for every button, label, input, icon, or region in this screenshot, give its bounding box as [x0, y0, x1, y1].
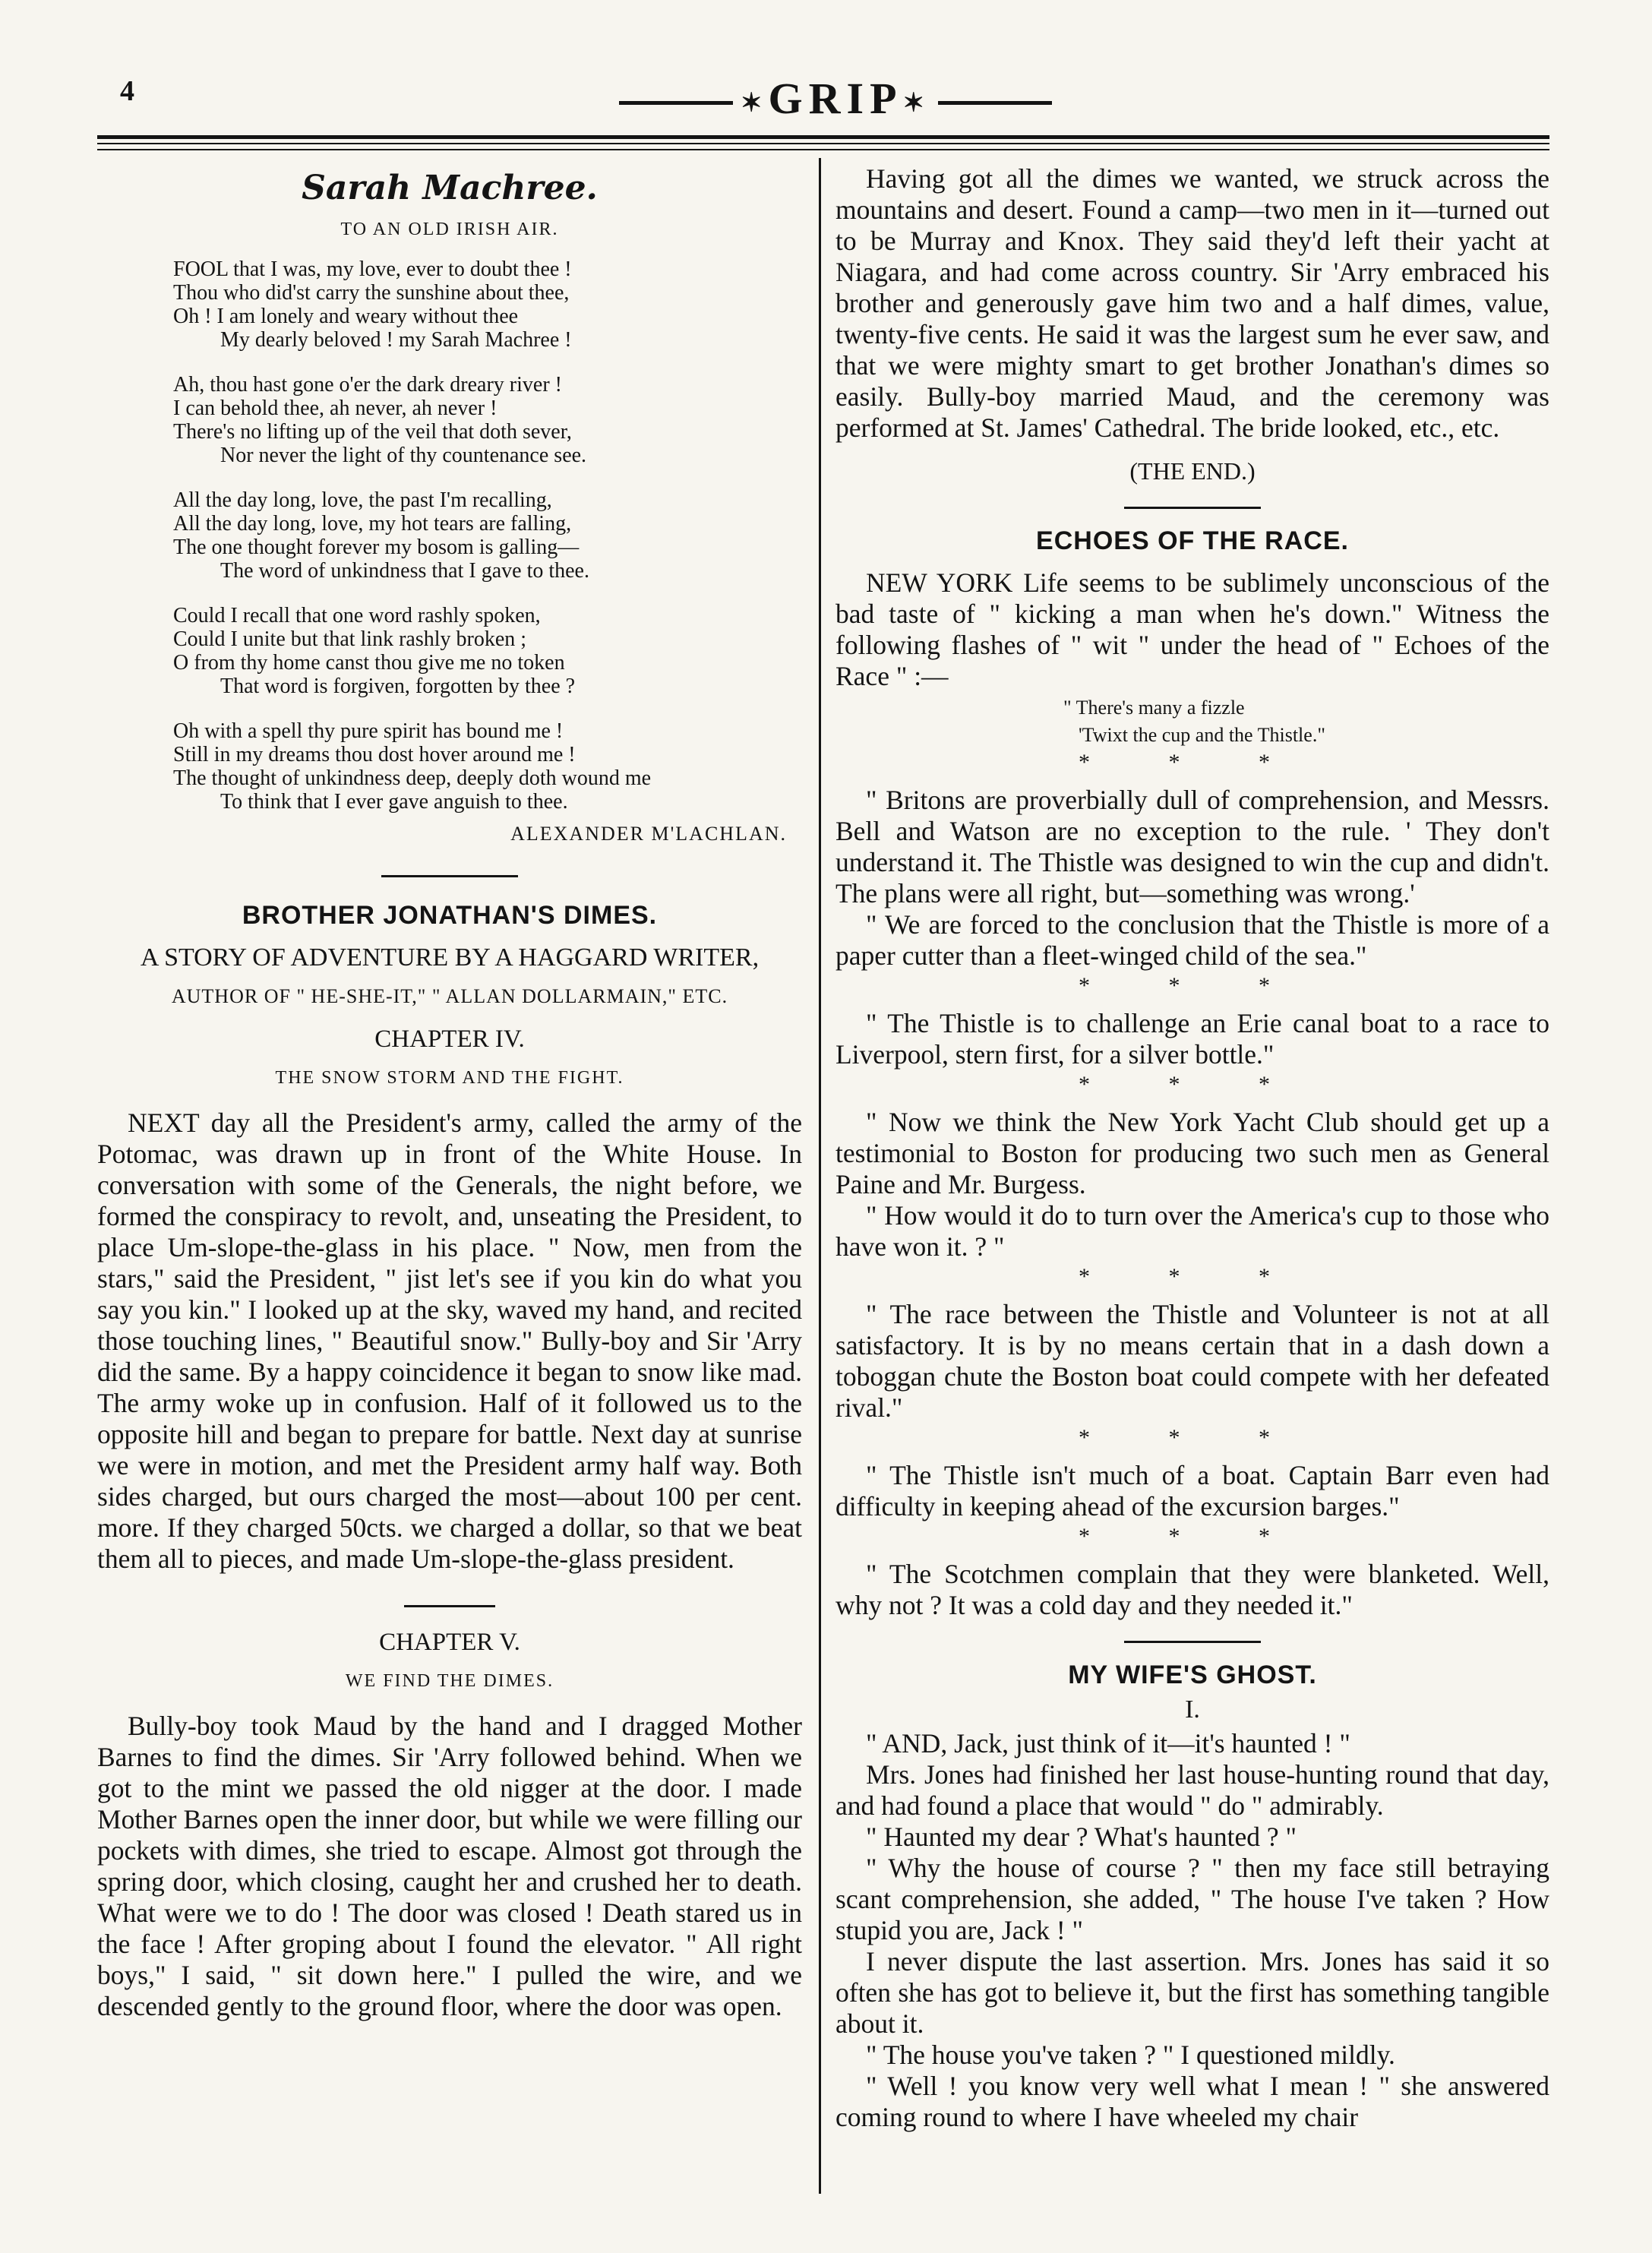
asterism: * * *	[1079, 1524, 1306, 1549]
echoes-item: " The Thistle isn't much of a boat. Captain Barr even had difficulty in keeping ahead of the excursion barges."	[835, 1460, 1549, 1521]
ghost-title: MY WIFE'S GHOST.	[1068, 1661, 1317, 1689]
ghost-paragraph: " The house you've taken ? " I questioned mildly.	[866, 2040, 1395, 2070]
masthead-title: GRIP	[768, 74, 903, 123]
echoes-item: " Now we think the New York Yacht Club should get up a testimonial to Boston for producing two such men as General Paine and Mr. Burgess.	[835, 1107, 1549, 1199]
poem-stanza	[173, 258, 802, 352]
masthead	[592, 73, 1079, 124]
poem-line: Could I unite but that link rashly broken ;	[173, 627, 527, 651]
star-ornament-icon: ✶	[902, 89, 930, 118]
story-continuation: Having got all the dimes we wanted, we struck across the mountains and desert. Found a camp—two men in it—turned out to be Murray and Knox. They said they'd left their yacht at Niagara, and had come across country. Sir 'Arry embraced his brother and generously gave him two and a half dimes, value, twenty-five cents. He said it was the largest sum he ever saw, and that we were mighty smart to get brother Jonathan's dimes so easily. Bully-boy married Maud, and the ceremony was performed at St. James' Cathedral. The bride looked, etc., etc.	[835, 163, 1549, 443]
poem-subtitle: TO AN OLD IRISH AIR.	[340, 220, 559, 239]
ghost-paragraph: " Why the house of course ? " then my face still betraying scant comprehension, she added, " The house I've taken ? How stupid you are, Jack ! "	[835, 1853, 1549, 1945]
poem-line: The one thought forever my bosom is galling—	[173, 536, 580, 559]
chapter-4-title: CHAPTER IV.	[374, 1025, 525, 1053]
chapter-5-subtitle: WE FIND THE DIMES.	[345, 1671, 554, 1691]
poem-line: I can behold thee, ah never, ah never !	[173, 397, 497, 420]
asterism: * * *	[1079, 1072, 1306, 1097]
echoes-item: " Britons are proverbially dull of comprehension, and Messrs. Bell and Watson are no exception to the rule. ' They don't understand it. The Thistle was designed to win the cup and didn't. The plans were all right, but—something was wrong.'	[835, 785, 1549, 908]
poem-line: FOOL that I was, my love, ever to doubt thee !	[173, 258, 572, 281]
header-rule-thin	[97, 149, 1549, 150]
poem-stanza	[173, 488, 802, 583]
column-divider	[819, 158, 821, 2194]
poem-line: Could I recall that one word rashly spoken,	[173, 604, 541, 627]
poem-stanza	[173, 719, 802, 814]
poem-line: Nor never the light of thy countenance see.	[220, 444, 587, 467]
poem-line: The thought of unkindness deep, deeply doth wound me	[173, 766, 652, 790]
poem-line: To think that I ever gave anguish to thee.	[220, 790, 568, 814]
ghost-paragraph: " Well ! you know very well what I mean ! " she answered coming round to where I have wheeled my chair	[835, 2071, 1549, 2132]
ghost-paragraph: I never dispute the last assertion. Mrs. Jones has said it so often she has got to believe it, but the first has something tangible about it.	[835, 1946, 1549, 2039]
masthead-rule-right	[938, 101, 1052, 105]
poem-line: Ah, thou hast gone o'er the dark dreary river !	[173, 373, 562, 397]
poem-line: The word of unkindness that I gave to thee.	[220, 559, 589, 583]
echoes-title: ECHOES OF THE RACE.	[1036, 526, 1349, 555]
story-subtitle: A STORY OF ADVENTURE BY A HAGGARD WRITER,	[140, 943, 760, 972]
asterism: * * *	[1079, 1264, 1306, 1289]
section-rule	[1124, 507, 1261, 509]
section-rule	[1124, 1641, 1261, 1643]
echoes-item: " The Thistle is to challenge an Erie canal boat to a race to Liverpool, stern first, for a silver bottle."	[835, 1008, 1549, 1070]
ghost-paragraph: " AND, Jack, just think of it—it's haunted ! "	[866, 1728, 1350, 1758]
poem-title: Sarah Machree.	[302, 169, 598, 207]
chapter-5-text: Bully-boy took Maud by the hand and I dragged Mother Barnes to find the dimes. Sir 'Arry followed behind. When we got to the mint we passed the old nigger at the door. I made Mother Barnes open the inner door, but while we were filling our pockets with dimes, she tried to escape. Almost got through the spring door, which closing, caught her and crushed her to death. What were we to do ! The door was closed ! Death stared us in the face ! After groping about I found the elevator. " All right boys," I said, " sit down here." I pulled the wire, and we descended gently to the ground floor, where the door was open.	[97, 1711, 802, 2021]
poem-line: That word is forgiven, forgotten by thee ?	[220, 675, 576, 698]
poem-line: Oh ! I am lonely and weary without thee	[173, 305, 519, 328]
star-ornament-icon: ✶	[741, 89, 769, 118]
poem-line: O from thy home canst thou give me no token	[173, 651, 565, 675]
left-column	[97, 163, 802, 2022]
asterism: * * *	[1079, 1425, 1306, 1450]
asterism: * * *	[1079, 973, 1306, 998]
echoes-item: " The Scotchmen complain that they were blanketed. Well, why not ? It was a cold day and they needed it."	[835, 1559, 1549, 1620]
header-rule-thick	[97, 135, 1549, 139]
section-rule	[381, 875, 518, 877]
echoes-verse-line: 'Twixt the cup and the Thistle."	[1079, 724, 1325, 746]
story-author-line: AUTHOR OF " HE-SHE-IT," " ALLAN DOLLARMAIN," ETC.	[171, 985, 728, 1007]
poem-line: Oh with a spell thy pure spirit has bound me !	[173, 719, 564, 743]
right-column	[835, 163, 1549, 2133]
story-title: BROTHER JONATHAN'S DIMES.	[242, 901, 658, 930]
poem-author: ALEXANDER M'LACHLAN.	[510, 823, 787, 845]
masthead-rule-left	[619, 101, 733, 105]
poem-stanza	[173, 373, 802, 467]
chapter-4-subtitle: THE SNOW STORM AND THE FIGHT.	[275, 1068, 624, 1088]
poem-line: My dearly beloved ! my Sarah Machree !	[220, 328, 572, 352]
poem-line: There's no lifting up of the veil that doth sever,	[173, 420, 572, 444]
echoes-intro: NEW YORK Life seems to be sublimely unconscious of the bad taste of " kicking a man when he's down." Witness the following flashes of " wit " under the head of " Echoes of the Race " :—	[835, 567, 1549, 691]
ghost-paragraph: " Haunted my dear ? What's haunted ? "	[866, 1822, 1297, 1852]
page-number: 4	[120, 75, 134, 107]
ghost-paragraph: Mrs. Jones had finished her last house-hunting round that day, and had found a place that would " do " admirably.	[835, 1759, 1549, 1821]
ghost-part-number: I.	[1185, 1695, 1200, 1724]
header-rule-thin	[97, 143, 1549, 144]
section-rule	[404, 1605, 495, 1607]
story-end: (THE END.)	[1129, 457, 1256, 485]
chapter-4-text: NEXT day all the President's army, called the army of the Potomac, was drawn up in front of the White House. In conversation with some of the Generals, the night before, we formed the conspiracy to revolt, and, unseating the President, to place Um-slope-the-glass in his place. " Now, men from the stars," said the President, " jist let's see if you kin do what you say you kin." I looked up at the sky, waved my hand, and recited those touching lines, " Beautiful snow." Bully-boy and Sir 'Arry did the same. By a happy coincidence it began to snow like mad. The army woke up in confusion. Half of it followed us to the opposite hill and began to prepare for battle. Next day at sunrise we were in motion, and met the President army half way. Both sides charged, but ours charged the most—about 100 per cent. more. If they charged 50cts. we charged a dollar, so that we beat them all to pieces, and made Um-slope-the-glass president.	[97, 1108, 802, 1574]
poem-line: All the day long, love, my hot tears are falling,	[173, 512, 572, 536]
poem-line: Still in my dreams thou dost hover around me !	[173, 743, 576, 766]
asterism: * * *	[1079, 750, 1306, 775]
echoes-verse-line: " There's many a fizzle	[1063, 697, 1245, 719]
poem-line: Thou who did'st carry the sunshine about thee,	[173, 281, 570, 305]
poem-stanza	[173, 604, 802, 698]
echoes-item: " How would it do to turn over the America's cup to those who have won it. ? "	[835, 1200, 1549, 1262]
poem-line: All the day long, love, the past I'm recalling,	[173, 488, 552, 512]
echoes-item: " We are forced to the conclusion that the Thistle is more of a paper cutter than a fleet-winged child of the sea."	[835, 909, 1549, 971]
chapter-5-title: CHAPTER V.	[379, 1629, 520, 1656]
echoes-item: " The race between the Thistle and Volunteer is not at all satisfactory. It is by no means certain that in a dash down a toboggan chute the Boston boat could compete with her defeated rival."	[835, 1299, 1549, 1423]
